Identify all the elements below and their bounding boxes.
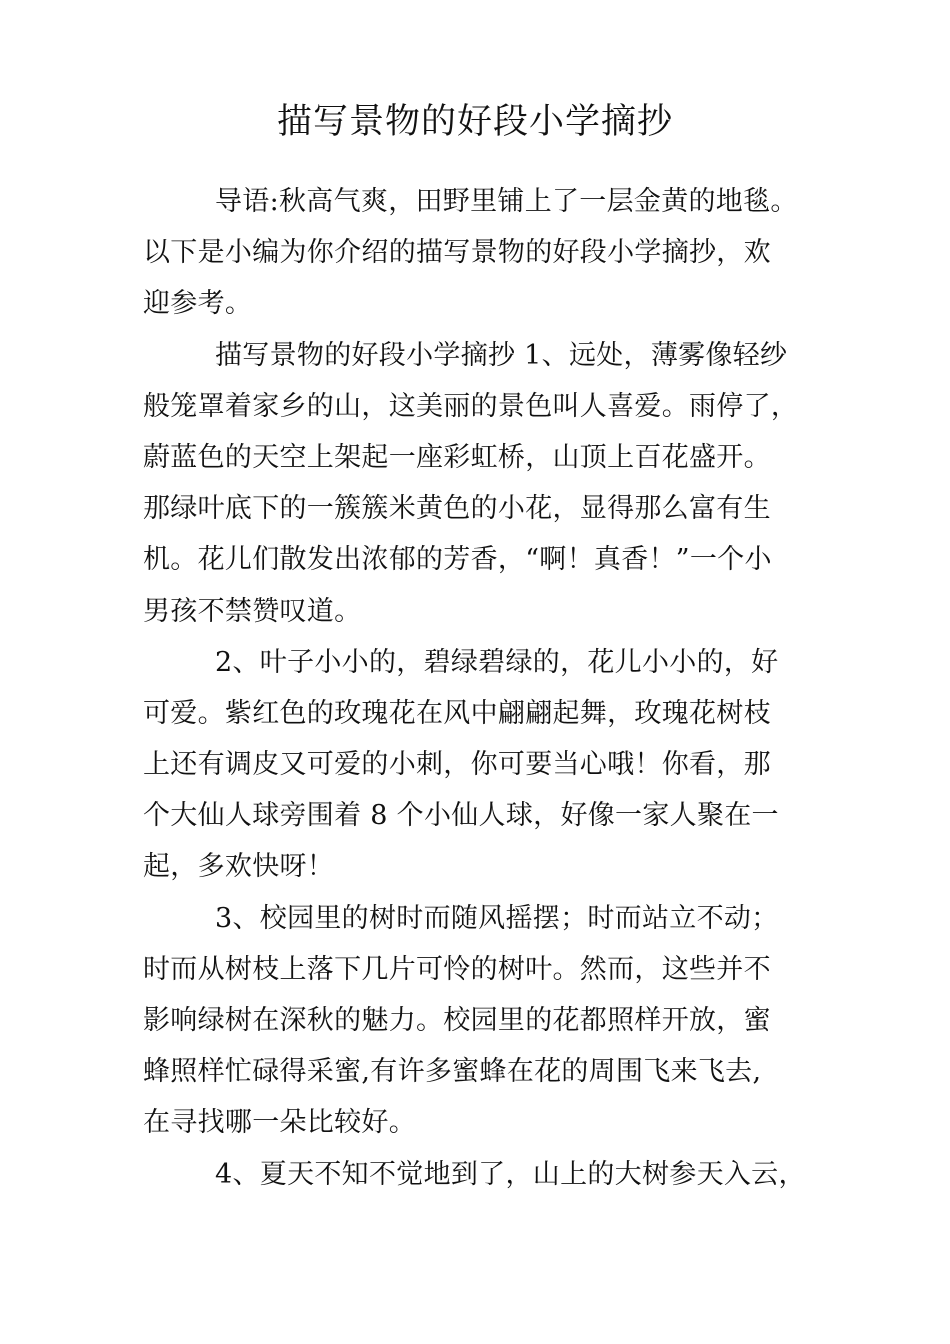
document-title: 描写景物的好段小学摘抄 [276,102,673,142]
text-line: 男孩不禁赞叹道。 [143,595,362,627]
text-line: 描写景物的好段小学摘抄 1、远处，薄雾像轻纱 [215,339,788,371]
paragraph-4 [143,1149,843,1200]
text-line: 2、叶子小小的，碧绿碧绿的，花儿小小的，好 [215,646,779,678]
text-line: 以下是小编为你介绍的描写景物的好段小学摘抄，欢 [143,237,771,269]
text-line: 时而从树枝上落下几片可怜的树叶。然而，这些并不 [143,953,771,985]
text-line: 般笼罩着家乡的山，这美丽的景色叫人喜爱。雨停了， [143,390,799,422]
text-line: 那绿叶底下的一簇簇米黄色的小花，显得那么富有生 [143,493,771,525]
text-line: 起，多欢快呀！ [143,851,335,883]
text-line: 个大仙人球旁围着 8 个小仙人球，好像一家人聚在一 [143,800,779,832]
document-body [143,176,843,1200]
text-line: 蔚蓝色的天空上架起一座彩虹桥，山顶上百花盛开。 [143,441,771,473]
paragraph-1 [143,330,843,637]
text-line: 4、夏天不知不觉地到了，山上的大树参天入云， [215,1158,806,1190]
paragraph-2 [143,637,843,893]
text-line: 在寻找哪一朵比较好。 [143,1107,416,1139]
text-line: 可爱。紫红色的玫瑰花在风中翩翩起舞，玫瑰花树枝 [143,697,771,729]
text-line: 机。花儿们散发出浓郁的芳香，“啊！真香！”一个小 [143,544,772,576]
paragraph-3 [143,893,843,1149]
text-line: 上还有调皮又可爱的小刺，你可要当心哦！你看，那 [143,749,771,781]
text-line: 3、校园里的树时而随风摇摆；时而站立不动； [215,902,779,934]
text-line: 导语:秋高气爽，田野里铺上了一层金黄的地毯。 [215,186,798,217]
paragraph-intro [143,176,843,330]
text-line: 影响绿树在深秋的魅力。校园里的花都照样开放，蜜 [143,1005,771,1036]
text-line: 蜂照样忙碌得采蜜,有许多蜜蜂在花的周围飞来飞去, [143,1056,762,1088]
text-line: 迎参考。 [143,288,253,320]
